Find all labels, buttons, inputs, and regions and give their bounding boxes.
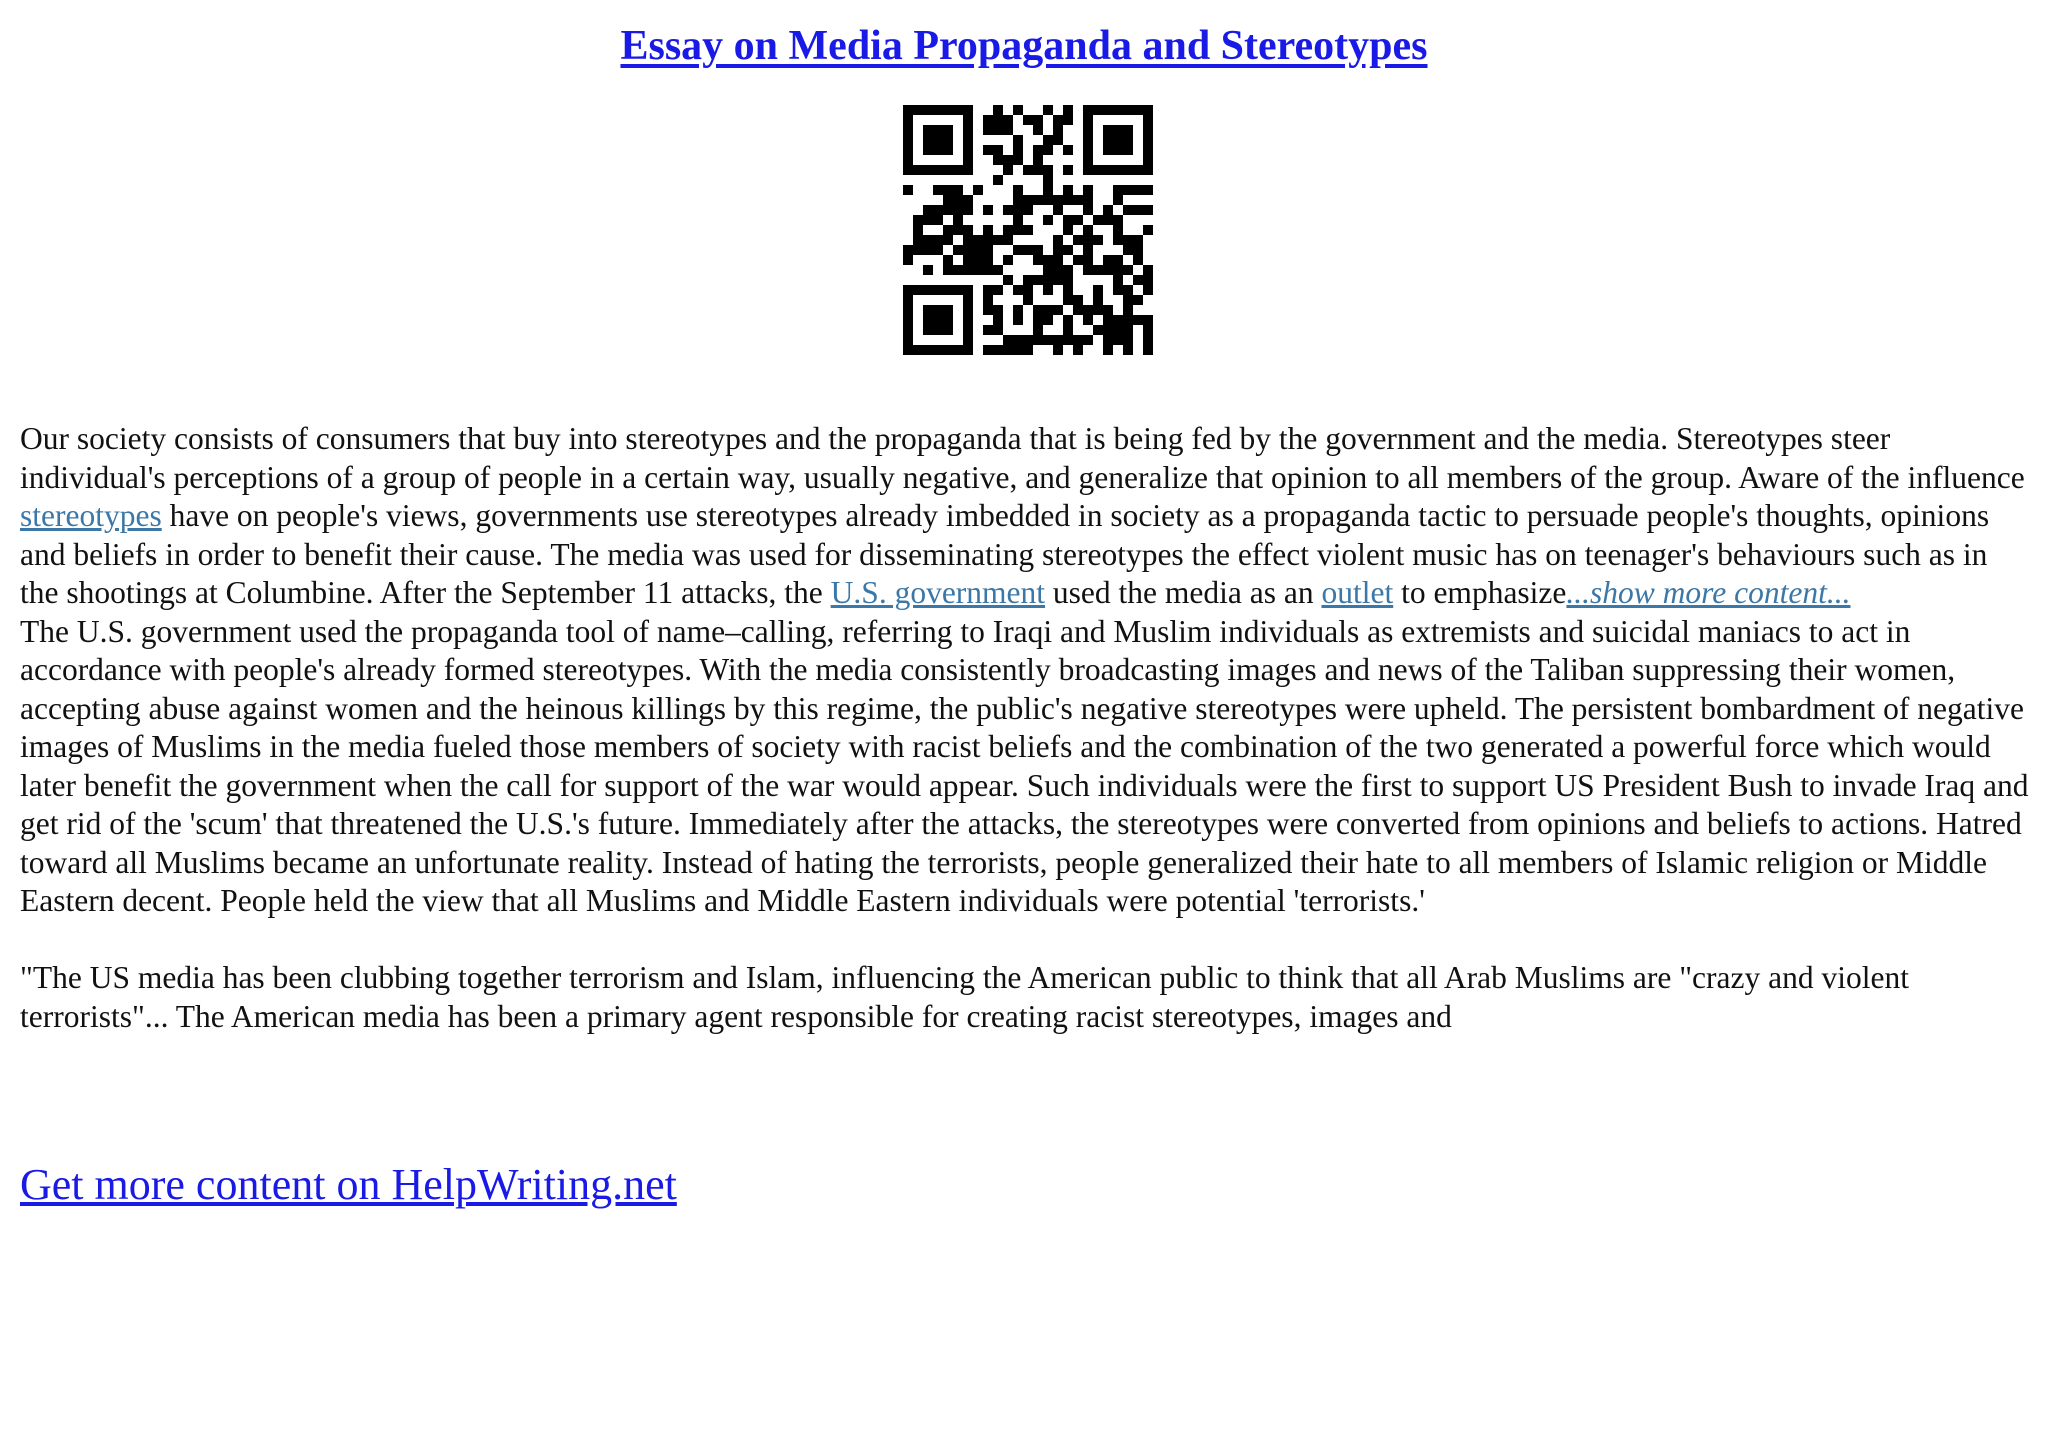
paragraph-spacer — [20, 921, 2030, 960]
stereotypes-link[interactable]: stereotypes — [20, 498, 162, 533]
paragraph-1-text-d: to emphasize — [1393, 575, 1567, 610]
get-more-content-link[interactable]: Get more content on HelpWriting.net — [20, 1160, 677, 1209]
essay-paragraph-2: The U.S. government used the propaganda tool of name–calling, referring to Iraqi and Muslim individuals as extremists and suicidal maniacs to act in accordance with people's already formed stereotypes. With the media consistently broadcasting images and news of the Taliban suppressing their women, accepting abuse against women and the heinous killings by this regime, the public's negative stereotypes were upheld. The persistent bombardment of negative images of Muslims in the media fueled those members of society with racist beliefs and the combination of the two generated a powerful force which would later benefit the government when the call for support of the war would appear. Such individuals were the first to support US President Bush to invade Iraq and get rid of the 'scum' that threatened the U.S.'s future. Immediately after the attacks, the stereotypes were converted from opinions and beliefs to actions. Hatred toward all Muslims became an unfortunate reality. Instead of hating the terrorists, people generalized their hate to all members of Islamic religion or Middle Eastern decent. People held the view that all Muslims and Middle Eastern individuals were potential 'terrorists.' — [20, 613, 2029, 918]
outlet-link[interactable]: outlet — [1321, 575, 1394, 610]
page-title — [0, 18, 2048, 74]
paragraph-1-text-a: Our society consists of consumers that buy into stereotypes and the propaganda that is being fed by the government and the media. Stereotypes steer individual's perceptions of a group of people in a certain way, usually negative, and generalize that opinion to all members of the group. Aware of the influence — [20, 421, 2025, 495]
us-government-link[interactable]: U.S. government — [830, 575, 1046, 610]
show-more-link[interactable]: ...show more content... — [1566, 575, 1851, 610]
qr-code-icon — [903, 105, 1153, 355]
title-link[interactable]: Essay on Media Propaganda and Stereotypes — [620, 23, 1428, 69]
essay-paragraph-3: "The US media has been clubbing together terrorism and Islam, influencing the American public to think that all Arab Muslims are "crazy and violent terrorists"... The American media has been a primary agent responsible for creating racist stereotypes, images and — [20, 960, 1909, 1034]
essay-paragraph-1 — [20, 420, 2030, 613]
cta-line — [20, 1157, 677, 1213]
paragraph-1-text-c: used the media as an — [1045, 575, 1322, 610]
essay-body — [20, 420, 2030, 1036]
paragraph-1-text-b: have on people's views, governments use stereotypes already imbedded in society as a propaganda tactic to persuade people's thoughts, opinions and beliefs in order to benefit their cause. The media was used for disseminating stereotypes the effect violent music has on teenager's behaviours such as in the shootings at Columbine. After the September 11 attacks, the — [20, 498, 1990, 610]
